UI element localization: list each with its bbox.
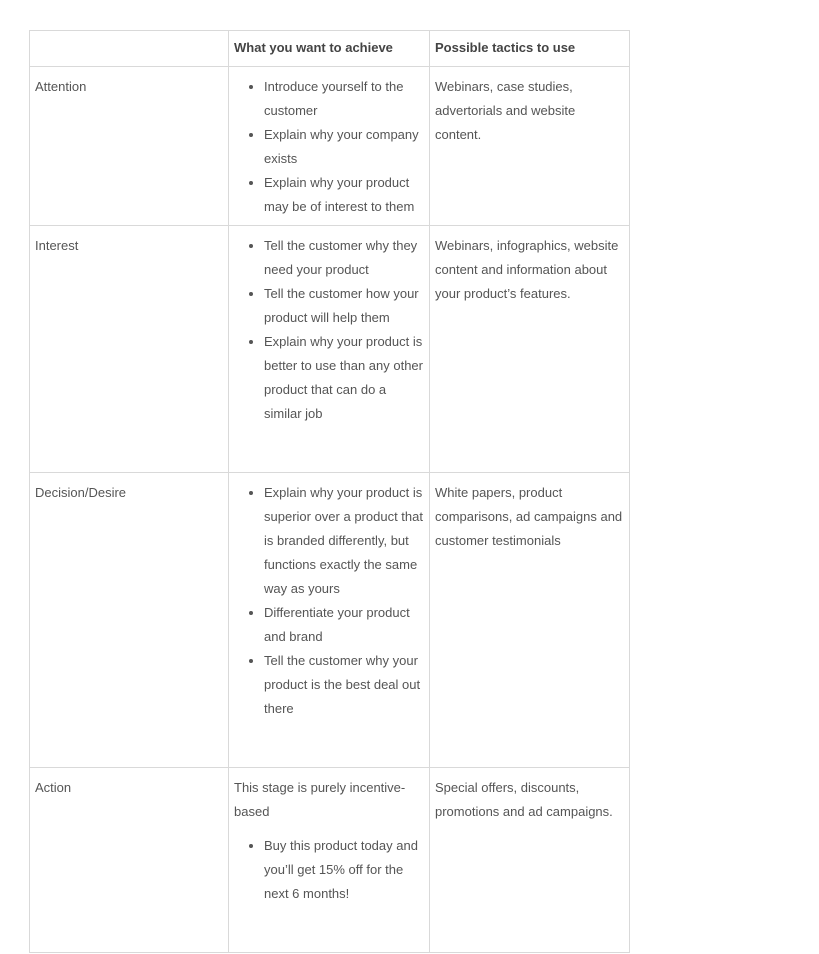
list-item: • Tell the customer how your product will help them: [264, 282, 424, 330]
goals-cell: [229, 473, 430, 768]
list-item: • Buy this product today and you’ll get 15% off for the next 6 months!: [264, 834, 424, 906]
list-item: • Tell the customer why they need your product: [264, 234, 424, 282]
stage-cell: Action: [30, 768, 229, 953]
goals-list: [234, 234, 424, 426]
table-row: [30, 768, 630, 953]
list-item: • Explain why your product is superior over a product that is branded differently, but functions exactly the same way as yours: [264, 481, 424, 601]
list-item: • Introduce yourself to the customer: [264, 75, 424, 123]
list-item: • Differentiate your product and brand: [264, 601, 424, 649]
goals-intro: This stage is purely incentive-based: [234, 780, 406, 819]
table-row: [30, 226, 630, 473]
goals-cell: [229, 67, 430, 226]
goals-list: [234, 834, 424, 906]
stage-cell: Attention: [30, 67, 229, 226]
goals-list: [234, 75, 424, 219]
tactics-cell: Special offers, discounts, promotions and ad campaigns.: [430, 768, 630, 953]
table-row: [30, 67, 630, 226]
list-item: • Explain why your product is better to use than any other product that can do a similar job: [264, 330, 424, 426]
marketing-funnel-table: [29, 30, 630, 953]
header-goals: What you want to achieve: [229, 31, 430, 67]
list-item: • Explain why your company exists: [264, 123, 424, 171]
list-item: • Tell the customer why your product is the best deal out there: [264, 649, 424, 721]
list-item: • Explain why your product may be of interest to them: [264, 171, 424, 219]
table-header-row: [30, 31, 630, 67]
stage-cell: Decision/Desire: [30, 473, 229, 768]
header-stage: [30, 31, 229, 67]
goals-cell: [229, 768, 430, 953]
goals-cell: [229, 226, 430, 473]
tactics-cell: Webinars, infographics, website content and information about your product’s features.: [430, 226, 630, 473]
tactics-cell: White papers, product comparisons, ad campaigns and customer testimonials: [430, 473, 630, 768]
table-row: [30, 473, 630, 768]
goals-list: [234, 481, 424, 721]
tactics-cell: Webinars, case studies, advertorials and website content.: [430, 67, 630, 226]
stage-cell: Interest: [30, 226, 229, 473]
header-tactics: Possible tactics to use: [430, 31, 630, 67]
